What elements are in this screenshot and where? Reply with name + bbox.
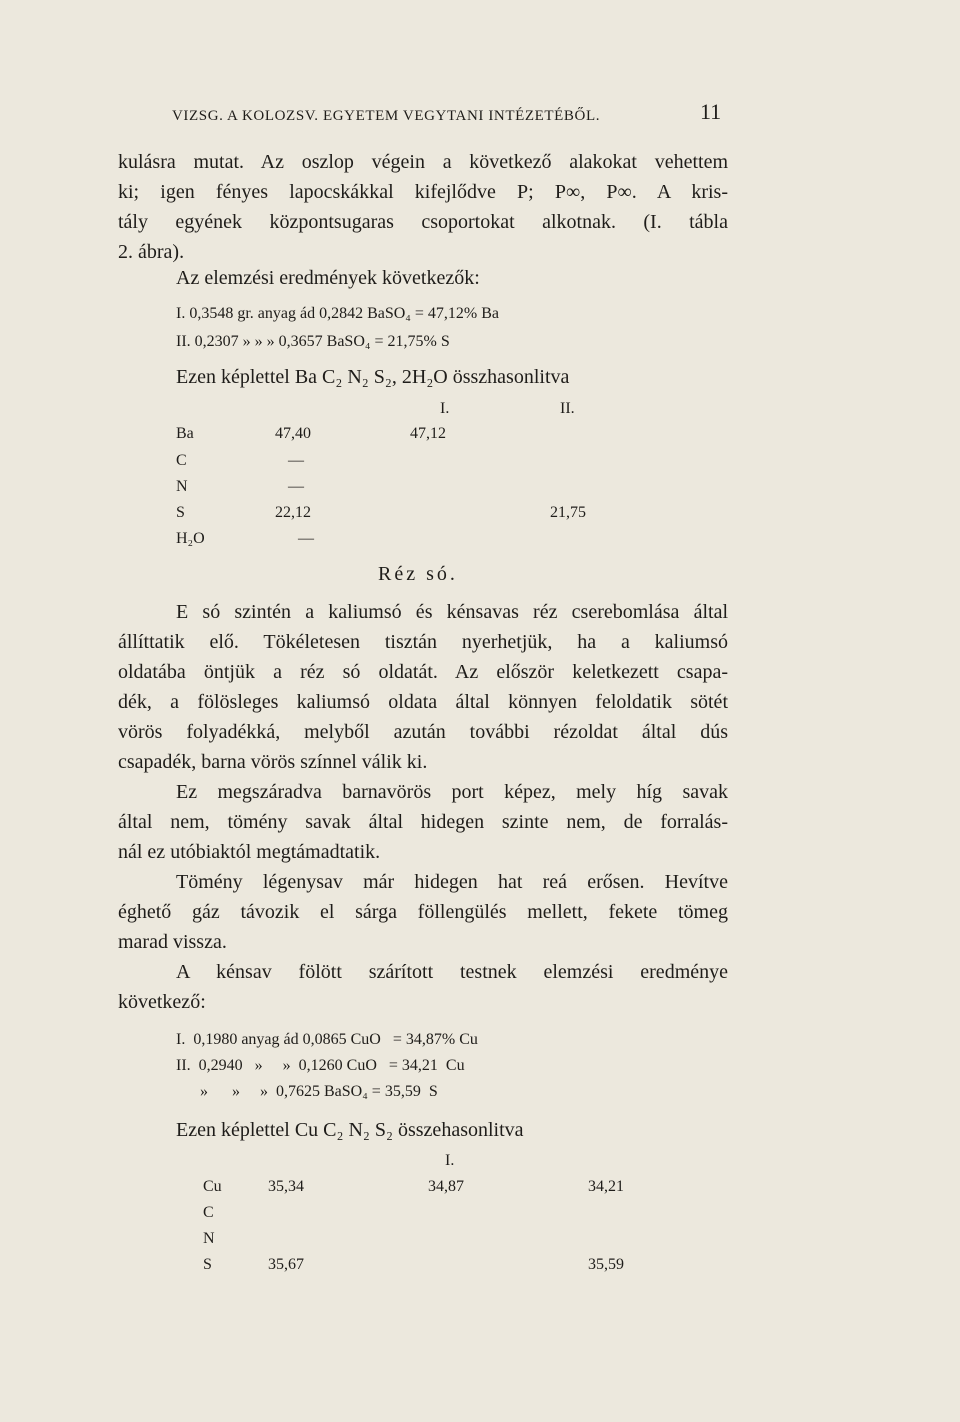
text-line: állíttatik elő. Tökéletesen tisztán nyerhetjük, ha a kaliumsó [118, 631, 728, 653]
text-line: kulásra mutat. Az oszlop végein a következő alakokat vehettem [118, 151, 728, 173]
table-cell-element: N [203, 1230, 215, 1247]
text-line: Ez megszáradva barnavörös port képez, mely híg savak [176, 781, 728, 803]
text-line: vörös folyadékká, melyből azután további rézoldat által dús [118, 721, 728, 743]
table-cell-calculated: 35,67 [268, 1256, 304, 1273]
table-cell-element: H₂O [176, 530, 205, 547]
analysis-heading: Az elemzési eredmények következők: [176, 267, 480, 289]
table-cell-calculated: — [288, 478, 304, 495]
text-line: következő: [118, 991, 206, 1013]
text-line: tály egyének központsugaras csoportokat alkotnak. (I. tábla [118, 211, 728, 233]
table-cell-element: Cu [203, 1178, 222, 1195]
table-cell-found-ii: 21,75 [550, 504, 586, 521]
table-cell-element: Ba [176, 425, 194, 442]
analysis-row: » » » 0,7625 BaSO₄ = 35,59 S [176, 1083, 438, 1100]
text-line: E só szintén a kaliumsó és kénsavas réz cserebomlása által [176, 601, 728, 623]
table-cell-element: S [203, 1256, 212, 1273]
text-line: csapadék, barna vörös színnel válik ki. [118, 751, 428, 773]
analysis-row: II. 0,2307 » » » 0,3657 BaSO₄ = 21,75% S [176, 333, 450, 350]
text-line: dék, a fölösleges kaliumsó oldata által könnyen feloldatik sötét [118, 691, 728, 713]
table-cell-calculated: 47,40 [275, 425, 311, 442]
table-cell-calculated: — [298, 530, 314, 547]
table-cell-calculated: — [288, 452, 304, 469]
text-line: marad vissza. [118, 931, 227, 953]
comparison-line: Ezen képlettel Ba C₂ N₂ S₂, 2H₂O összhasonlitva [176, 366, 570, 388]
table-cell-element: S [176, 504, 185, 521]
table-cell-calculated: 35,34 [268, 1178, 304, 1195]
table-cell-element: C [176, 452, 187, 469]
table-header: II. [560, 400, 575, 417]
text-line: A kénsav fölött szárított testnek elemzési eredménye [176, 961, 728, 983]
table-cell-found-ii: 34,21 [588, 1178, 624, 1195]
table-header: I. [445, 1152, 455, 1169]
text-line: nál ez utóbiaktól megtámadtatik. [118, 841, 381, 863]
page-number: 11 [700, 99, 722, 124]
comparison-line: Ezen képlettel Cu C₂ N₂ S₂ összehasonlitva [176, 1119, 524, 1141]
text-line: ki; igen fényes lapocskákkal kifejlődve P; P∞, P∞. A kris- [118, 181, 728, 203]
running-header: VIZSG. A KOLOZSV. EGYETEM VEGYTANI INTÉZETÉBŐL. [172, 108, 601, 124]
table-cell-calculated: 22,12 [275, 504, 311, 521]
text-line: által nem, tömény savak által hidegen szinte nem, de forralás- [118, 811, 728, 833]
analysis-row: II. 0,2940 » » 0,1260 CuO = 34,21 Cu [176, 1057, 465, 1074]
text-line: oldatába öntjük a réz só oldatát. Az először keletkezett csapa- [118, 661, 728, 683]
table-cell-element: C [203, 1204, 214, 1221]
section-title: Réz só. [378, 563, 458, 585]
table-cell-found-i: 34,87 [428, 1178, 464, 1195]
text-line: éghető gáz távozik el sárga föllengülés mellett, fekete tömeg [118, 901, 728, 923]
text-line: Tömény légenysav már hidegen hat reá erősen. Hevítve [176, 871, 728, 893]
analysis-row: I. 0,3548 gr. anyag ád 0,2842 BaSO₄ = 47,12% Ba [176, 305, 500, 322]
analysis-row: I. 0,1980 anyag ád 0,0865 CuO = 34,87% Cu [176, 1031, 478, 1048]
table-cell-found-ii: 35,59 [588, 1256, 624, 1273]
table-cell-element: N [176, 478, 188, 495]
table-header: I. [440, 400, 450, 417]
table-cell-found-i: 47,12 [410, 425, 446, 442]
text-line: 2. ábra). [118, 241, 185, 263]
